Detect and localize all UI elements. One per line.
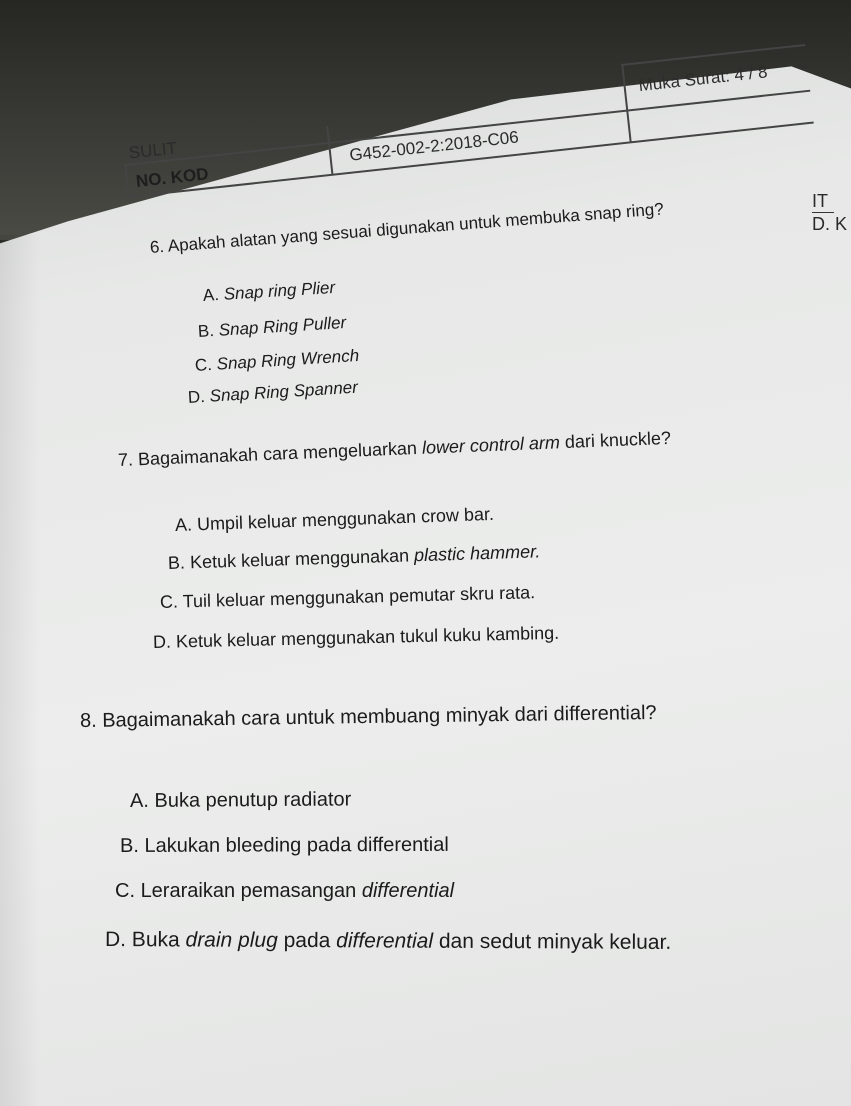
question-number: 7. — [117, 449, 134, 470]
q8-option-c — [115, 880, 454, 903]
option-letter: D. — [152, 631, 172, 652]
paper-shadow — [0, 235, 40, 1106]
option-letter: A. — [174, 514, 193, 535]
option-text: Buka penutup radiator — [154, 788, 352, 812]
option-letter: A. — [202, 285, 220, 305]
option-letter: D. — [187, 386, 206, 407]
option-letter: B. — [119, 834, 139, 857]
document-code: G452-002-2:2018-C06 — [348, 127, 520, 165]
header-divider-2 — [621, 64, 631, 143]
option-letter: B. — [197, 321, 215, 341]
q8-option-a — [130, 788, 351, 813]
option-text: Snap ring Plier — [223, 277, 336, 304]
option-text-italic-2: differential — [336, 929, 434, 953]
option-text-italic-1: drain plug — [185, 928, 278, 952]
question-number: 8. — [79, 709, 97, 732]
option-letter: D. — [104, 928, 127, 952]
question-text-start: Bagaimanakah cara mengeluarkan — [137, 437, 423, 470]
option-text-italic: differential — [361, 880, 455, 902]
option-text: Lakukan bleeding pada differential — [144, 833, 449, 857]
option-text-italic: plastic hammer. — [413, 541, 541, 566]
question-number: 6. — [149, 236, 165, 257]
option-text-start: Buka — [131, 928, 186, 952]
option-letter: C. — [115, 880, 135, 902]
option-letter: B. — [167, 552, 186, 573]
option-text: Snap Ring Puller — [218, 312, 347, 340]
option-text-mid: pada — [277, 928, 337, 953]
option-text-start: Leraraikan pemasangan — [140, 880, 362, 902]
option-text: Tuil keluar menggunakan pemutar skru rata. — [182, 582, 536, 612]
margin-handwriting — [812, 190, 851, 235]
question-text-end: dari knuckle? — [559, 427, 672, 453]
margin-note-line2: D. K — [812, 214, 848, 234]
q8-option-b — [120, 834, 449, 858]
option-text-end: dan sedut minyak keluar. — [433, 929, 672, 954]
option-text: Snap Ring Wrench — [216, 345, 360, 374]
option-text: Ketuk keluar menggunakan tukul kuku kambing. — [175, 622, 560, 652]
option-letter: A. — [129, 789, 149, 812]
option-text: Snap Ring Spanner — [209, 377, 359, 406]
q8-option-d — [105, 928, 671, 955]
no-kod-label: NO. KOD — [135, 164, 210, 191]
header-divider-1 — [326, 126, 333, 175]
question-text: Apakah alatan yang sesuai digunakan untuk membuka snap ring? — [167, 199, 665, 256]
option-text-start: Ketuk keluar menggunakan — [189, 545, 415, 573]
question-text: Bagaimanakah cara untuk membuang minyak dari differential? — [102, 701, 657, 732]
question-text-italic: lower control arm — [421, 432, 561, 458]
option-letter: C. — [159, 591, 179, 612]
option-letter: C. — [194, 354, 213, 375]
sulit-label: SULIT — [127, 138, 178, 163]
page-number: Muka Surat: 4 / 8 — [637, 62, 769, 96]
option-text: Umpil keluar menggunakan crow bar. — [196, 503, 495, 535]
margin-note-line1: IT — [812, 190, 834, 213]
